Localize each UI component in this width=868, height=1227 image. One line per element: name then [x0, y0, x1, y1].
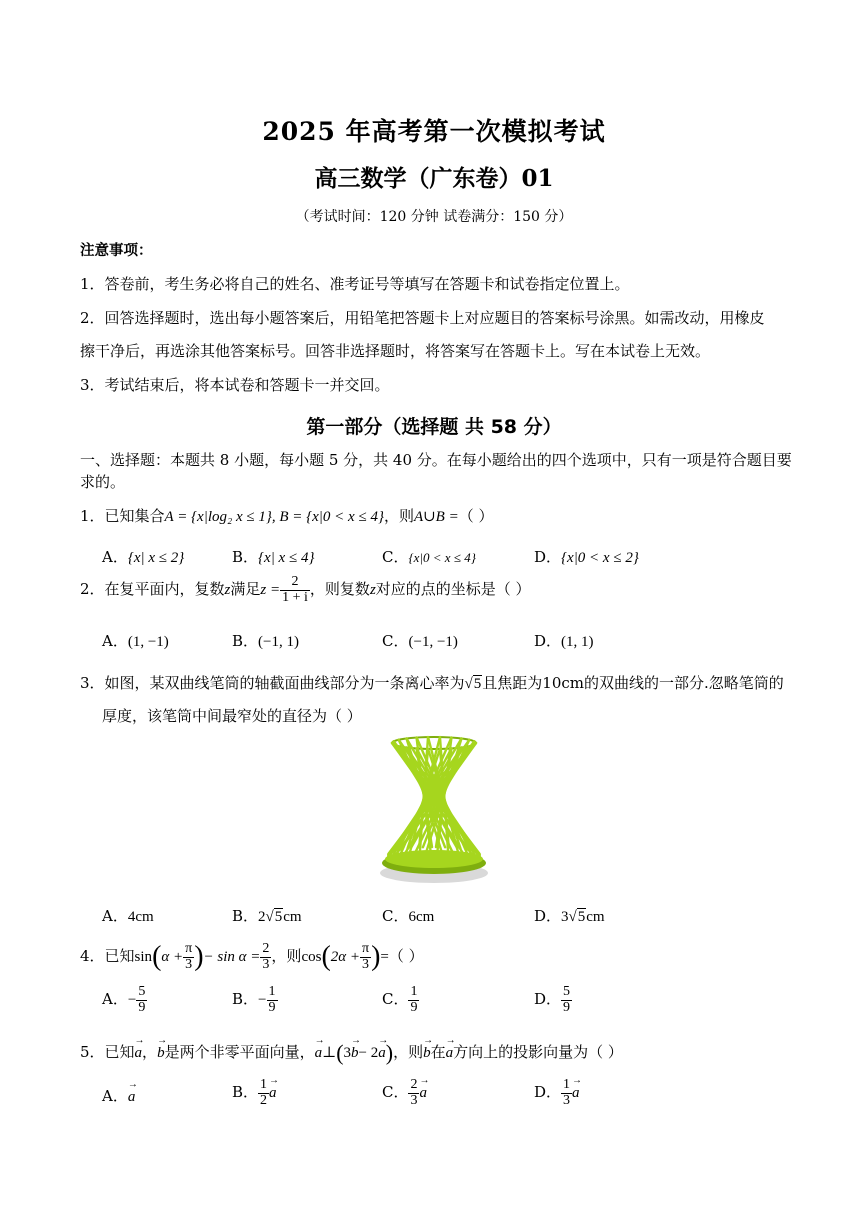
section-title: 第一部分（选择题 共 58 分）: [306, 416, 562, 438]
notice-item-2-line-1: 2．回答选择题时，选出每小题答案后，用铅笔把答题卡上对应题目的答案标号涂黑。如需改动，用橡皮: [80, 309, 765, 327]
hyperbolic-pen-holder-figure: [378, 735, 490, 887]
question-4: 4．已知sin(α + $\frac{\pi}{3}$ )− sin α = $\frac{2}{3}$ ，则cos(2α + $\frac{\pi}{3}$ )=（ ）: [80, 940, 424, 972]
q2-option-a: A．(1, −1): [102, 632, 169, 650]
q5-option-a: A．→ a: [102, 1085, 135, 1106]
q4-option-b: B．− $\frac{1}{9}$: [232, 984, 276, 1015]
q5-option-b: B． $\frac{1}{2}$ → a: [232, 1078, 277, 1108]
q2-option-c: C．(−1, −1): [382, 632, 458, 650]
notice-item-2-line-2: 擦干净后，再选涂其他答案标号。回答非选择题时，将答案写在答题卡上。写在本试卷上无效。: [80, 342, 711, 360]
q1-option-b: B．{x| x ≤ 4}: [232, 548, 315, 566]
question-1: [80, 505, 494, 526]
q1-sets: A = {x|log₂ x ≤ 1}, B = {x|0 < x ≤ 4}: [164, 509, 384, 525]
q1-mid: ，则: [383, 507, 414, 525]
q1-option-d: D．{x|0 < x ≤ 2}: [534, 548, 639, 566]
exam-title: 2025 年高考第一次模拟考试: [262, 117, 606, 146]
q1-option-a: A．{x| x ≤ 2}: [102, 548, 185, 566]
question-2: 2．在复平面内，复数z满足z = $\frac{2}{1 + i}$ ，则复数z对应的点的坐标是（ ）: [80, 574, 531, 605]
q4-option-a: A．− $\frac{5}{9}$: [102, 984, 146, 1015]
section-intro-line-1: 一、选择题：本题共 8 小题，每小题 5 分，共 40 分。在每小题给出的四个选项中，只有一项是符合题目要: [80, 451, 792, 469]
section-intro-line-2: 求的。: [80, 473, 126, 491]
q1-option-c: C．{x|0 < x ≤ 4}: [382, 548, 476, 566]
q3-option-a: A．4cm: [102, 907, 154, 925]
q3-option-c: C．6cm: [382, 907, 435, 925]
question-3-line-1: 3．如图，某双曲线笔筒的轴截面曲线部分为一条离心率为√5且焦距为10cm的双曲线的一部分.忽略笔筒的: [80, 674, 784, 692]
q2-fraction: $\frac{2}{1 + i}$: [282, 574, 308, 605]
notice-item-3: 3．考试结束后，将本试卷和答题卡一并交回。: [80, 376, 390, 394]
notice-heading: 注意事项：: [80, 243, 153, 259]
question-5: 5．已知→ a，→ b是两个非零平面向量，→ a⊥(3→ b− 2→ a)，则→ b在→ a方向上的投影向量为（ ）: [80, 1040, 623, 1066]
q1-prefix: 1．已知集合: [80, 507, 165, 525]
q1-expr: A∪B =: [413, 509, 459, 525]
q5-option-d: D． $\frac{1}{3}$ → a: [534, 1078, 580, 1108]
q4-option-c: C． $\frac{1}{9}$: [382, 984, 418, 1015]
q2-option-b: B．(−1, 1): [232, 632, 299, 650]
notice-item-1: 1．答卷前，考生务必将自己的姓名、准考证号等填写在答题卡和试卷指定位置上。: [80, 275, 630, 293]
exam-time-info: （考试时间：120 分钟 试卷满分：150 分）: [295, 209, 573, 225]
q1-suffix: （ ）: [458, 507, 494, 525]
q3-option-b: B．2√5cm: [232, 907, 302, 925]
q5-option-c: C． $\frac{2}{3}$ → a: [382, 1078, 427, 1108]
q4-option-d: D． $\frac{5}{9}$: [534, 984, 571, 1015]
q2-option-d: D．(1, 1): [534, 632, 594, 650]
question-3-line-2: 厚度，该笔筒中间最窄处的直径为（ ）: [102, 707, 362, 725]
exam-subtitle: 高三数学（广东卷）01: [314, 165, 554, 192]
q3-option-d: D．3√5cm: [534, 907, 605, 925]
